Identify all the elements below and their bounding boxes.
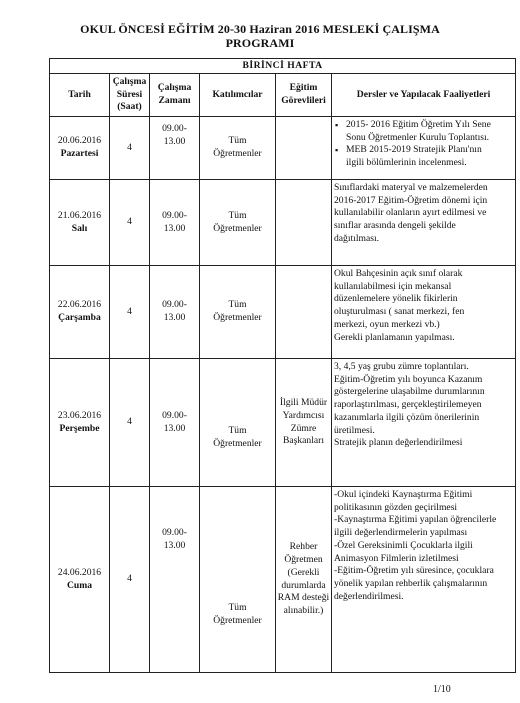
header-sure-l3: (Saat) bbox=[117, 101, 142, 113]
activity-line: politikasının gözden geçirilmesi bbox=[334, 501, 458, 513]
activity-line: Eğitim-Öğretim yılı boyunca Kazanım bbox=[334, 373, 483, 385]
day-name: Pazartesi bbox=[60, 148, 99, 159]
header-sure-l2: Süresi bbox=[116, 88, 143, 100]
hours-cell: 4 bbox=[110, 266, 150, 359]
activity-line: Animasyon Filmlerin izletilmesi bbox=[334, 552, 459, 564]
activity-line: raporlaştırılması, gerçekleştirilemeyen bbox=[334, 399, 482, 411]
activities-cell bbox=[332, 487, 516, 673]
participants-cell bbox=[200, 180, 276, 266]
time-cell bbox=[150, 117, 200, 180]
staff-line: Başkanları bbox=[282, 435, 325, 447]
header-katilimcilar: Katılımcılar bbox=[200, 74, 276, 117]
time-cell bbox=[150, 487, 200, 673]
activity-line: sınıflar arasında dengeli şekilde bbox=[334, 220, 456, 232]
document-title: OKUL ÖNCESİ EĞİTİM 20-30 Haziran 2016 MESLEKİ ÇALIŞMA bbox=[80, 22, 440, 36]
date-value: 21.06.2016 bbox=[57, 209, 102, 221]
activity-line: değerlendirilmesi. bbox=[334, 590, 404, 602]
list-item bbox=[344, 144, 515, 169]
participants-cell bbox=[200, 487, 276, 673]
date-cell bbox=[50, 117, 110, 180]
header-zaman bbox=[150, 74, 200, 117]
day-name: Perşembe bbox=[59, 422, 100, 434]
activities-cell bbox=[332, 359, 516, 487]
date-value: 20.06.2016 bbox=[57, 135, 102, 147]
header-gorev-l1: Eğitim bbox=[289, 82, 318, 94]
time-cell bbox=[150, 359, 200, 487]
header-sure bbox=[110, 74, 150, 117]
activities-cell bbox=[332, 117, 516, 180]
week-heading: BİRİNCİ HAFTA bbox=[50, 59, 516, 74]
participants-l1: Tüm bbox=[228, 424, 247, 436]
activity-line: Stratejik planın değerlendirilmesi bbox=[334, 437, 463, 449]
table-header-row bbox=[50, 74, 516, 117]
date-cell bbox=[50, 487, 110, 673]
time-end: 13.00 bbox=[163, 312, 186, 323]
staff-line: Zümre bbox=[290, 422, 317, 434]
activity-line: kazanımlarla ilgili çözüm önerilerinin bbox=[334, 411, 480, 423]
staff-line: Rehber bbox=[289, 541, 318, 553]
hours-cell: 4 bbox=[110, 117, 150, 180]
hours-cell: 4 bbox=[110, 359, 150, 487]
time-end: 13.00 bbox=[163, 539, 186, 551]
hours-cell: 4 bbox=[110, 487, 150, 673]
staff-line: Öğretmen bbox=[284, 553, 323, 565]
header-gorev-l2: Görevlileri bbox=[281, 95, 326, 106]
activity-line: -Kaynaştırma Eğitimi yapılan öğrencilerle bbox=[334, 514, 497, 526]
activity-line: oluşturulması ( sanat merkezi, fen bbox=[334, 306, 465, 318]
staff-cell bbox=[276, 487, 332, 673]
header-dersler: Dersler ve Yapılacak Faaliyetleri bbox=[332, 74, 516, 117]
page-number: 1/10 bbox=[433, 684, 451, 695]
time-start: 09.00- bbox=[162, 527, 187, 538]
activity-line: Gerekli planlamanın yapılması. bbox=[334, 331, 455, 343]
header-tarih: Tarih bbox=[50, 74, 110, 117]
staff-line: Yardımcısı bbox=[282, 409, 325, 421]
activity-line: Okul Bahçesinin açık sınıf olarak bbox=[334, 268, 463, 279]
header-zaman-l2: Zamanı bbox=[158, 95, 191, 106]
activity-line: -Eğitim-Öğretim yılı süresince, çocuklara bbox=[334, 565, 494, 577]
participants-l1: Tüm bbox=[228, 601, 247, 613]
day-name: Çarşamba bbox=[58, 312, 101, 323]
time-end: 13.00 bbox=[163, 135, 186, 147]
hours-cell: 4 bbox=[110, 180, 150, 266]
date-value: 23.06.2016 bbox=[57, 409, 102, 421]
time-start: 09.00- bbox=[162, 299, 187, 311]
staff-line: (Gerekli bbox=[287, 566, 320, 578]
date-cell bbox=[50, 180, 110, 266]
header-sure-l1: Çalışma bbox=[112, 75, 147, 87]
activity-line: Sonu Öğretmenler Kurulu Toplantısı. bbox=[346, 131, 490, 143]
participants-l1: Tüm bbox=[228, 299, 247, 311]
activity-line: -Özel Gereksinimli Çocuklarla ilgili bbox=[334, 539, 473, 551]
participants-l1: Tüm bbox=[228, 135, 247, 147]
document-title-line2: PROGRAMI bbox=[225, 36, 295, 50]
participants-l2: Öğretmenler bbox=[213, 614, 262, 626]
participants-cell bbox=[200, 117, 276, 180]
participants-cell bbox=[200, 359, 276, 487]
staff-line: İlgili Müdür bbox=[279, 396, 328, 408]
time-end: 13.00 bbox=[163, 422, 186, 434]
activity-line: göstergelerine ulaşabilme durumlarının bbox=[334, 386, 485, 398]
participants-cell bbox=[200, 266, 276, 359]
staff-cell bbox=[276, 266, 332, 359]
table-row bbox=[50, 487, 516, 673]
staff-line: RAM desteği bbox=[277, 592, 330, 604]
activity-line: ilgili değerlendirmelerin yapılması bbox=[334, 527, 468, 539]
staff-line: alınabilir.) bbox=[283, 605, 324, 617]
table-row bbox=[50, 180, 516, 266]
time-cell bbox=[150, 266, 200, 359]
participants-l2: Öğretmenler bbox=[213, 222, 262, 234]
activity-line: ilgili bölümlerinin incelenmesi. bbox=[346, 157, 467, 169]
activity-line: üretilmesi. bbox=[334, 424, 375, 436]
date-value: 24.06.2016 bbox=[57, 566, 102, 578]
activity-line: düzenlemelere yönelik fikirlerin bbox=[334, 293, 458, 305]
activity-line: Sınıflardaki materyal ve malzemelerden bbox=[334, 182, 488, 193]
activity-line: 3, 4,5 yaş grubu zümre toplantıları. bbox=[334, 361, 469, 372]
participants-l1: Tüm bbox=[228, 209, 247, 221]
table-row bbox=[50, 266, 516, 359]
date-cell bbox=[50, 266, 110, 359]
day-name: Cuma bbox=[66, 579, 93, 591]
activity-line: yönelik yapılan rehberlik çalışmalarının bbox=[334, 577, 488, 589]
participants-l2: Öğretmenler bbox=[213, 148, 262, 159]
list-item bbox=[344, 119, 515, 144]
day-name: Salı bbox=[71, 222, 88, 234]
staff-line: durumlarda bbox=[281, 579, 326, 591]
date-cell bbox=[50, 359, 110, 487]
participants-l2: Öğretmenler bbox=[213, 437, 262, 449]
schedule-table bbox=[49, 58, 516, 673]
header-zaman-l1: Çalışma bbox=[157, 82, 192, 94]
time-cell bbox=[150, 180, 200, 266]
activity-line: kullanılabilmesi için mekansal bbox=[334, 280, 452, 292]
time-end: 13.00 bbox=[163, 222, 186, 234]
time-start: 09.00- bbox=[162, 409, 187, 421]
time-start: 09.00- bbox=[162, 123, 187, 134]
participants-l2: Öğretmenler bbox=[213, 312, 262, 323]
time-start: 09.00- bbox=[162, 209, 187, 221]
table-row bbox=[50, 117, 516, 180]
header-gorev bbox=[276, 74, 332, 117]
activity-line: -Okul içindeki Kaynaştırma Eğitimi bbox=[334, 489, 473, 500]
table-row bbox=[50, 359, 516, 487]
activities-cell bbox=[332, 180, 516, 266]
staff-cell bbox=[276, 117, 332, 180]
activity-line: ▪ 2015- 2016 Eğitim Öğretim Yılı Sene bbox=[346, 119, 491, 130]
activity-line: kullanılabilir olanların ayırt edilmesi ve bbox=[334, 207, 487, 219]
activity-line: 2016-2017 Eğitim-Öğretim dönemi için bbox=[334, 194, 488, 206]
staff-cell bbox=[276, 180, 332, 266]
date-value: 22.06.2016 bbox=[57, 299, 102, 311]
activity-line: ▪ MEB 2015-2019 Stratejik Planı'nın bbox=[346, 144, 482, 156]
staff-cell bbox=[276, 359, 332, 487]
activity-line: merkezi, oyun merkezi vb.) bbox=[334, 318, 440, 330]
activity-line: dağıtılması. bbox=[334, 232, 380, 244]
activities-cell bbox=[332, 266, 516, 359]
